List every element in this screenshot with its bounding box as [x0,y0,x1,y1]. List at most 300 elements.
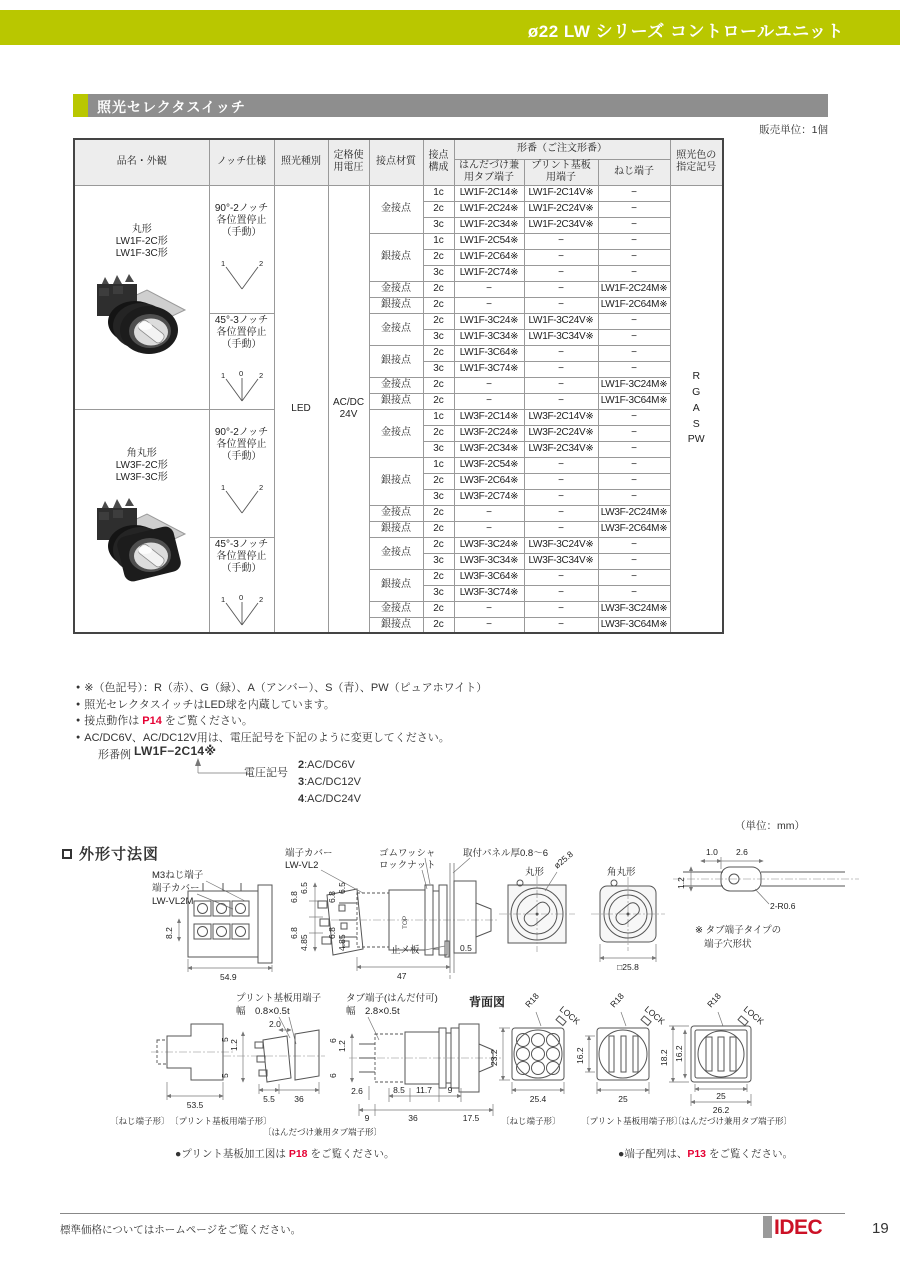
svg-text:6.5: 6.5 [337,882,347,894]
part-number-cell: LW1F-2C24V※ [524,201,598,217]
empty-part-cell: − [524,617,598,633]
contact-config-cell: 1c [423,233,454,249]
empty-part-cell: − [524,249,598,265]
part-number-cell: LW1F-2C34V※ [524,217,598,233]
svg-text:0: 0 [238,369,243,378]
svg-text:ゴムワッシャ: ゴムワッシャ [379,848,436,859]
page-number: 19 [872,1220,889,1237]
product-shape-label: 丸形 [131,224,152,235]
svg-text:端子カバー: 端子カバー [285,848,333,859]
svg-text:6.5: 6.5 [299,882,309,894]
voltage-code-label: 電圧記号 [244,767,288,779]
part-number-cell: LW1F-3C24V※ [524,313,598,329]
contact-config-cell: 3c [423,265,454,281]
part-number-cell: LW3F-2C64※ [454,473,524,489]
color-code-letter: A [692,401,700,414]
product-shape-label: 角丸形 [126,447,157,459]
empty-part-cell: − [454,601,524,617]
empty-part-cell: − [454,617,524,633]
part-number-cell: LW1F-2C14V※ [524,185,598,201]
empty-part-cell: − [454,281,524,297]
svg-text:1: 1 [220,371,225,380]
svg-text:背面図: 背面図 [469,995,506,1009]
col-header-light-type: 照光種別 [274,139,328,185]
svg-text:〔プリント基板用端子形〕: 〔プリント基板用端子形〕 [581,1116,683,1126]
notch-position-diagram [212,255,272,295]
empty-part-cell: − [598,201,670,217]
empty-part-cell: − [524,377,598,393]
svg-text:TOP: TOP [402,915,409,929]
svg-text:8.2: 8.2 [164,927,174,939]
contact-config-cell: 2c [423,521,454,537]
bullet-icon: ● [76,733,81,741]
part-number-cell: LW3F-3C64※ [454,569,524,585]
svg-text:1.0: 1.0 [706,847,718,857]
svg-text:18.2: 18.2 [659,1049,669,1066]
contact-material-cell: 銀接点 [369,393,423,409]
empty-part-cell: − [524,393,598,409]
product-model-label: LW3F-3C形 [115,471,168,483]
empty-part-cell: − [524,281,598,297]
svg-text:ø25.8: ø25.8 [551,848,575,871]
bullet-icon: ● [76,717,81,724]
col-header-notch: ノッチ仕様 [209,139,274,185]
empty-part-cell: − [524,569,598,585]
empty-part-cell: − [598,329,670,345]
contact-config-cell: 3c [423,489,454,505]
part-number-cell: LW3F-3C64M※ [598,617,670,633]
svg-text:0.5: 0.5 [460,943,472,953]
contact-config-cell: 2c [423,537,454,553]
svg-text:幅 2.8×0.5t: 幅 2.8×0.5t [346,1006,400,1017]
part-number-cell: LW3F-2C24V※ [524,425,598,441]
empty-part-cell: − [454,521,524,537]
empty-part-cell: − [598,569,670,585]
part-number-cell: LW3F-2C54※ [454,457,524,473]
part-number-cell: LW1F-3C64M※ [598,393,670,409]
notch-spec-cell: 45°-3ノッチ 各位置停止 （手動） 1 2 0 [209,313,274,409]
part-number-cell: LW3F-2C14※ [454,409,524,425]
contact-config-cell: 2c [423,425,454,441]
svg-text:6: 6 [328,1038,338,1043]
part-number-cell: LW3F-2C64M※ [598,521,670,537]
idec-logo: IDEC [763,1216,822,1240]
svg-text:4.85: 4.85 [337,934,347,951]
svg-text:2.6: 2.6 [736,847,748,857]
page-ref-p13[interactable]: P13 [687,1148,707,1160]
contact-config-cell: 3c [423,217,454,233]
notch-spec-cell: 90°-2ノッチ 各位置停止 （手動） 1 2 [209,409,274,537]
empty-part-cell: − [598,409,670,425]
empty-part-cell: − [598,585,670,601]
svg-text:25: 25 [618,1094,628,1104]
contact-config-cell: 2c [423,313,454,329]
product-photo [83,498,201,594]
svg-text:1.2: 1.2 [676,877,686,889]
part-number-cell: LW3F-2C34※ [454,441,524,457]
part-number-cell: LW3F-2C24M※ [598,505,670,521]
svg-text:丸形: 丸形 [525,867,545,878]
contact-config-cell: 2c [423,249,454,265]
svg-text:2.6: 2.6 [351,1086,363,1096]
contact-config-cell: 3c [423,553,454,569]
svg-text:2-R0.6: 2-R0.6 [770,901,796,911]
empty-part-cell: − [598,185,670,201]
svg-text:LOCK: LOCK [557,1003,582,1027]
voltage-option: 3:AC/DC12V [298,776,361,788]
svg-text:〔はんだづけ兼用タブ端子形〕: 〔はんだづけ兼用タブ端子形〕 [673,1116,793,1126]
svg-text:取付パネル厚0.8〜6: 取付パネル厚0.8〜6 [463,848,548,859]
svg-text:53.5: 53.5 [186,1100,204,1110]
tab-terminal-hole-view [673,847,859,950]
svg-text:端子穴形状: 端子穴形状 [704,939,752,950]
svg-text:〔プリント基板用端子形〕: 〔プリント基板用端子形〕 [170,1116,272,1126]
svg-text:M3ねじ端子: M3ねじ端子 [152,870,204,881]
note-color-codes: ● ※（色記号）：R（赤）、G（緑）、A（アンバー）、S（青）、PW（ピュアホワイト） [76,682,488,694]
svg-text:1: 1 [220,259,225,268]
terminal-bracket-view [289,882,363,955]
square-front-view [591,866,665,972]
svg-text:タブ端子(はんだ付可): タブ端子(はんだ付可) [346,993,438,1004]
part-number-cell: LW1F-2C14※ [454,185,524,201]
part-number-cell: LW1F-2C74※ [454,265,524,281]
voltage-option: 4:AC/DC24V [298,793,361,805]
svg-text:角丸形: 角丸形 [607,867,636,878]
part-number-cell: LW1F-2C24M※ [598,281,670,297]
page-ref-p18[interactable]: P18 [288,1148,308,1160]
dimensions-section-title: 外形寸法図 [62,843,159,864]
col-header-pcb-terminal: プリント基板用端子 [524,159,598,185]
contact-material-cell: 金接点 [369,281,423,297]
contact-config-cell: 3c [423,585,454,601]
contact-config-cell: 1c [423,409,454,425]
svg-text:〔ねじ端子形〕: 〔ねじ端子形〕 [501,1116,561,1126]
empty-part-cell: − [454,377,524,393]
svg-text:R18: R18 [705,991,723,1010]
light-type-cell: LED [274,185,328,633]
svg-text:26.2: 26.2 [712,1105,730,1115]
part-number-cell: LW3F-3C34V※ [524,553,598,569]
contact-config-cell: 2c [423,617,454,633]
note-led: ● 照光セレクタスイッチはLED球を内蔵しています。 [76,698,335,711]
empty-part-cell: − [454,297,524,313]
empty-part-cell: − [524,265,598,281]
svg-text:6.8: 6.8 [289,891,299,903]
contact-material-cell: 金接点 [369,313,423,345]
contact-config-cell: 2c [423,345,454,361]
table-row [74,409,723,425]
notch-spec-cell: 45°-3ノッチ 各位置停止 （手動） 1 2 0 [209,537,274,633]
empty-part-cell: − [524,585,598,601]
empty-part-cell: − [598,233,670,249]
contact-config-cell: 2c [423,297,454,313]
contact-material-cell: 金接点 [369,601,423,617]
empty-part-cell: − [524,233,598,249]
svg-text:16.2: 16.2 [575,1047,585,1064]
section-accent-square [73,94,88,117]
bullet-icon: ● [175,1148,182,1160]
part-number-cell: LW1F-3C74※ [454,361,524,377]
svg-text:端子カバー: 端子カバー [152,883,200,894]
part-number-cell: LW1F-3C34V※ [524,329,598,345]
part-number-cell: LW3F-2C34V※ [524,441,598,457]
product-model-label: LW1F-3C形 [115,248,168,259]
svg-text:5.5: 5.5 [263,1094,275,1104]
svg-text:9: 9 [447,1085,453,1095]
product-photo [83,274,201,370]
page-header-band [0,10,900,45]
contact-material-cell: 銀接点 [369,521,423,537]
svg-text:16.2: 16.2 [674,1045,684,1062]
part-number-cell: LW1F-2C34※ [454,217,524,233]
part-number-cell: LW1F-3C34※ [454,329,524,345]
contact-material-cell: 銀接点 [369,345,423,377]
bullet-icon: ● [618,1148,625,1160]
svg-text:6.8: 6.8 [327,891,337,903]
contact-material-cell: 金接点 [369,505,423,521]
empty-part-cell: − [598,441,670,457]
color-code-cell [670,185,723,633]
empty-part-cell: − [598,249,670,265]
contact-material-cell: 金接点 [369,185,423,233]
notch-position-diagram [212,479,272,519]
empty-part-cell: − [524,297,598,313]
empty-part-cell: − [598,473,670,489]
rear-view-tab [659,991,792,1126]
contact-config-cell: 3c [423,361,454,377]
svg-text:36: 36 [408,1113,418,1123]
empty-part-cell: − [598,457,670,473]
svg-text:R18: R18 [608,991,626,1010]
part-number-cell: LW3F-2C14V※ [524,409,598,425]
part-number-cell: LW3F-3C24M※ [598,601,670,617]
part-number-cell: LW1F-2C54※ [454,233,524,249]
dimension-drawing-row2 [73,990,900,1150]
contact-config-cell: 3c [423,329,454,345]
svg-text:47: 47 [397,971,407,981]
page-ref-p14[interactable]: P14 [142,715,162,727]
svg-text:5: 5 [220,1073,230,1078]
svg-text:25.4: 25.4 [529,1094,547,1104]
empty-part-cell: − [598,537,670,553]
dimension-drawing-row1 [73,845,900,997]
svg-text:2.0: 2.0 [269,1019,281,1029]
col-header-contact-material: 接点材質 [369,139,423,185]
contact-config-cell: 2c [423,377,454,393]
svg-text:1.2: 1.2 [337,1040,347,1052]
svg-text:幅 0.8×0.5t: 幅 0.8×0.5t [236,1006,290,1017]
part-number-cell: LW1F-3C24※ [454,313,524,329]
svg-text:LW-VL2M: LW-VL2M [152,896,194,907]
square-bullet-icon [62,849,72,859]
empty-part-cell: − [598,345,670,361]
svg-text:R18: R18 [523,991,541,1010]
empty-part-cell: − [454,393,524,409]
example-part-number: LW1F−2C14※ [134,744,217,758]
part-number-cell: LW3F-2C24※ [454,425,524,441]
empty-part-cell: − [454,505,524,521]
note-terminal-arrangement: ●端子配列は、P13 をご覧ください。 [618,1148,793,1160]
svg-text:2: 2 [258,259,263,268]
product-cell [74,185,209,409]
contact-material-cell: 金接点 [369,377,423,393]
empty-part-cell: − [524,345,598,361]
voltage-code-options [298,757,361,808]
part-number-cell: LW3F-3C74※ [454,585,524,601]
color-code-letter: PW [687,433,705,446]
color-code-letter: G [692,386,701,399]
empty-part-cell: − [524,601,598,617]
contact-config-cell: 2c [423,601,454,617]
svg-text:0: 0 [238,592,243,602]
part-number-table [73,138,724,634]
color-code-letter: S [692,417,700,430]
contact-config-cell: 2c [423,505,454,521]
color-code-letter: R [692,370,701,383]
svg-text:6: 6 [328,1073,338,1078]
note-contact-operation: ● 接点動作は P14 をご覧ください。 [76,715,253,727]
svg-text:54.9: 54.9 [220,972,237,982]
tab-terminal-rear-side-view [263,992,506,1137]
note-voltage-change: ● AC/DC6V、AC/DC12V用は、電圧記号を下記のように変更してください。 [76,731,450,744]
col-header-color-code: 照光色の指定記号 [670,139,723,185]
empty-part-cell: − [598,553,670,569]
note-pcb-drawing: ●プリント基板加工図は P18 をご覧ください。 [175,1148,395,1160]
svg-text:1: 1 [220,594,225,604]
contact-config-cell: 2c [423,569,454,585]
svg-text:2: 2 [258,483,263,492]
table-notes [76,680,487,746]
part-number-cell: LW3F-3C24V※ [524,537,598,553]
screw-terminal-side-view [152,869,272,982]
empty-part-cell: − [524,521,598,537]
notch-position-diagram [212,591,272,631]
contact-config-cell: 2c [423,281,454,297]
svg-text:2: 2 [258,371,263,380]
part-number-cell: LW3F-3C24※ [454,537,524,553]
empty-part-cell: − [598,313,670,329]
svg-text:36: 36 [294,1094,304,1104]
contact-config-cell: 2c [423,393,454,409]
table-row [74,185,723,201]
notch-position-diagram [212,367,272,407]
svg-text:11.7: 11.7 [416,1085,432,1095]
bullet-icon: ● [76,684,81,691]
col-header-product: 品名・外観 [74,139,209,185]
voltage-cell: AC/DC 24V [328,185,369,633]
svg-text:6.8: 6.8 [327,927,337,939]
part-number-cell: LW1F-2C64※ [454,249,524,265]
col-header-voltage: 定格使用電圧 [328,139,369,185]
contact-material-cell: 金接点 [369,537,423,569]
svg-text:1.2: 1.2 [229,1039,239,1051]
rear-views [469,991,792,1126]
svg-text:1: 1 [220,483,225,492]
svg-text:□25.8: □25.8 [617,962,639,972]
rear-view-screw [489,991,582,1126]
svg-text:プリント基板用端子: プリント基板用端子 [236,993,322,1004]
svg-text:〔ねじ端子形〕: 〔ねじ端子形〕 [110,1116,170,1126]
contact-config-cell: 3c [423,441,454,457]
svg-text:17.5: 17.5 [462,1113,480,1123]
empty-part-cell: − [598,489,670,505]
contact-config-cell: 2c [423,473,454,489]
product-model-label: LW3F-2C形 [115,459,168,471]
svg-text:5: 5 [220,1037,230,1042]
section-header-bar [73,94,828,117]
svg-text:4.85: 4.85 [299,934,309,951]
bullet-icon: ● [76,700,81,708]
contact-config-cell: 1c [423,185,454,201]
svg-text:LOCK: LOCK [741,1003,766,1027]
empty-part-cell: − [598,425,670,441]
svg-text:LOCK: LOCK [642,1003,667,1027]
contact-material-cell: 銀接点 [369,457,423,505]
empty-part-cell: − [524,473,598,489]
screw-terminal-rear-side-view [110,1024,233,1126]
part-number-cell: LW3F-2C74※ [454,489,524,505]
contact-material-cell: 銀接点 [369,617,423,633]
col-header-contact-config: 接点構成 [423,139,454,185]
sale-unit-note: 販売単位：1個 [759,124,828,136]
svg-text:6.8: 6.8 [289,927,299,939]
empty-part-cell: − [598,217,670,233]
contact-config-cell: 2c [423,201,454,217]
unit-note: （単位：mm） [735,820,805,832]
product-model-label: LW1F-2C形 [115,236,168,247]
svg-text:23.2: 23.2 [489,1049,499,1066]
svg-text:※ タブ端子タイプの: ※ タブ端子タイプの [695,925,782,936]
part-number-cell: LW3F-3C34※ [454,553,524,569]
col-header-part-group: 形番（ご注文形番） [454,139,670,159]
logo-bar-icon [763,1216,772,1238]
svg-text:9: 9 [364,1113,370,1123]
empty-part-cell: − [524,505,598,521]
svg-text:8.5: 8.5 [393,1085,405,1095]
footer-divider [60,1213,845,1214]
part-number-cell: LW1F-2C24※ [454,201,524,217]
svg-text:〔はんだづけ兼用タブ端子形〕: 〔はんだづけ兼用タブ端子形〕 [263,1127,383,1137]
svg-text:止メ板: 止メ板 [391,945,420,956]
empty-part-cell: − [598,361,670,377]
product-cell [74,409,209,633]
col-header-tab-terminal: はんだづけ兼用タブ端子 [454,159,524,185]
voltage-option: 2:AC/DC6V [298,759,355,771]
part-number-cell: LW1F-2C64M※ [598,297,670,313]
col-header-screw-terminal: ねじ端子 [598,159,670,185]
contact-material-cell: 銀接点 [369,569,423,601]
notch-spec-cell: 90°-2ノッチ 各位置停止 （手動） 1 2 [209,185,274,313]
empty-part-cell: − [598,265,670,281]
contact-material-cell: 金接点 [369,409,423,457]
parts-table-body [74,185,723,633]
empty-part-cell: − [524,489,598,505]
part-number-cell: LW1F-3C64※ [454,345,524,361]
contact-config-cell: 1c [423,457,454,473]
contact-material-cell: 銀接点 [369,297,423,313]
round-front-view [499,849,575,952]
contact-material-cell: 銀接点 [369,233,423,281]
svg-text:LW-VL2: LW-VL2 [285,860,319,871]
svg-text:25: 25 [716,1091,726,1101]
footer-note: 標準価格についてはホームページをご覧ください。 [60,1224,302,1236]
part-number-cell: LW1F-3C24M※ [598,377,670,393]
section-title: 照光セレクタスイッチ [97,99,246,115]
empty-part-cell: − [524,457,598,473]
example-label: 形番例 [98,749,131,761]
svg-text:ロックナット: ロックナット [379,860,436,871]
empty-part-cell: − [524,361,598,377]
